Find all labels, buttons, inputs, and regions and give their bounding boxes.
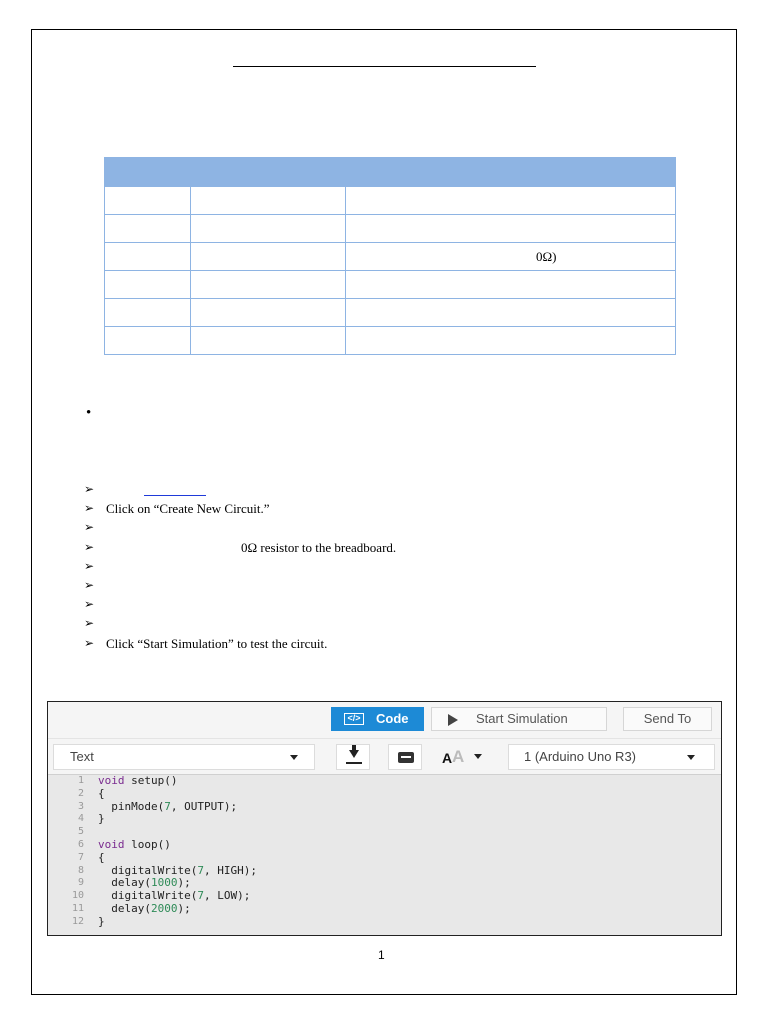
library-box-icon: [398, 752, 414, 763]
code-segment: , OUTPUT);: [170, 799, 238, 813]
list-item: [84, 557, 684, 576]
code-segment: }: [98, 914, 105, 928]
code-line: [48, 916, 721, 929]
line-number: 12: [71, 915, 84, 927]
code-lines: [48, 775, 721, 929]
table-cell: [105, 187, 191, 215]
code-segment: , HIGH);: [203, 863, 257, 877]
code-segment: {: [98, 850, 105, 864]
bullet-point: •: [86, 405, 92, 421]
code-segment: {: [98, 786, 105, 800]
table-cell: [346, 187, 676, 215]
table-header-cell: [346, 158, 676, 187]
code-text: [98, 916, 105, 929]
table-cell: [346, 327, 676, 355]
line-number: 1: [77, 775, 84, 786]
list-item: [84, 499, 684, 518]
line-number: 11: [71, 902, 84, 914]
table-row: [105, 327, 676, 355]
code-icon: </>: [344, 713, 364, 725]
code-keyword: void: [98, 837, 125, 851]
board-select[interactable]: [508, 744, 715, 770]
line-number: 9: [77, 877, 84, 889]
send-to-button[interactable]: Send To: [623, 707, 712, 731]
download-icon: [349, 750, 359, 758]
code-text: [98, 775, 177, 788]
code-segment: digitalWrite(: [98, 863, 198, 877]
chevron-down-icon: [290, 755, 298, 760]
start-simulation-button[interactable]: [431, 707, 607, 731]
table-header-cell: [105, 158, 191, 187]
table-cell: [191, 243, 346, 271]
table-cell: [346, 243, 676, 271]
table-header-row: [105, 158, 676, 187]
code-text: [98, 813, 105, 826]
mode-select-value: Text: [70, 749, 94, 764]
arrow-bullet-icon: ➢: [84, 558, 95, 573]
table-cell: [105, 215, 191, 243]
download-icon-base: [346, 762, 362, 764]
code-segment: pinMode(: [98, 799, 165, 813]
top-toolbar: [48, 702, 721, 738]
code-segment: digitalWrite(: [98, 889, 198, 903]
start-simulation-label: Start Simulation: [476, 711, 568, 726]
table-row: [105, 215, 676, 243]
code-number: 7: [164, 799, 171, 813]
board-select-value: 1 (Arduino Uno R3): [524, 749, 636, 764]
line-number: 4: [77, 813, 84, 825]
chevron-down-icon: [474, 754, 482, 759]
table-cell: [191, 327, 346, 355]
line-number: 5: [77, 826, 84, 838]
list-item: [84, 518, 684, 537]
mode-select[interactable]: [53, 744, 315, 770]
code-number: 7: [197, 863, 204, 877]
arrow-bullet-icon: ➢: [84, 520, 95, 535]
table-cell: [105, 299, 191, 327]
table-cell: [191, 271, 346, 299]
table-header-cell: [191, 158, 346, 187]
font-size-icon-large: A: [452, 747, 465, 766]
table-cell: [105, 271, 191, 299]
line-number: 3: [77, 800, 84, 812]
code-line: [48, 839, 721, 852]
chevron-down-icon: [687, 755, 695, 760]
library-button[interactable]: [388, 744, 422, 770]
line-number: 7: [77, 851, 84, 863]
arrow-bullet-icon: ➢: [84, 597, 95, 612]
cell-text: 0Ω): [536, 249, 557, 264]
code-text: [98, 801, 237, 814]
table-cell: [105, 243, 191, 271]
line-number: 6: [77, 838, 84, 850]
table-cell: [191, 187, 346, 215]
download-button[interactable]: [336, 744, 370, 770]
code-segment: loop(): [124, 837, 171, 851]
code-line: [48, 903, 721, 916]
table-cell: [105, 327, 191, 355]
list-item: [84, 576, 684, 595]
arrow-bullet-icon: ➢: [84, 577, 95, 592]
page-number: 1: [378, 948, 385, 962]
table-cell: [346, 215, 676, 243]
list-item: [84, 480, 684, 499]
code-button[interactable]: [331, 707, 424, 731]
step-text: Click “Start Simulation” to test the circuit.: [106, 635, 328, 651]
code-segment: , LOW);: [203, 889, 251, 903]
title-underline: [233, 66, 536, 67]
arrow-bullet-icon: ➢: [84, 482, 95, 496]
steps-list: [84, 480, 684, 653]
list-item: [84, 538, 684, 557]
play-icon: [448, 714, 458, 726]
table-row: [105, 299, 676, 327]
line-number: 10: [71, 890, 84, 902]
step-text: 0Ω resistor to the breadboard.: [241, 539, 397, 555]
table-cell: [191, 299, 346, 327]
step-text: Click on “Create New Circuit.”: [106, 501, 270, 517]
code-keyword: void: [98, 774, 125, 787]
code-segment: setup(): [124, 774, 178, 787]
font-size-icon: A: [442, 750, 453, 766]
code-number: 7: [197, 889, 204, 903]
table-row: [105, 271, 676, 299]
hyperlink[interactable]: [144, 495, 206, 496]
code-text: [98, 839, 171, 852]
components-table: [104, 157, 676, 355]
arrow-bullet-icon: ➢: [84, 501, 95, 516]
code-area[interactable]: [48, 774, 721, 936]
list-item: [84, 595, 684, 614]
code-line: [48, 813, 721, 826]
code-line: [48, 775, 721, 788]
code-number: 2000: [150, 901, 178, 915]
arrow-bullet-icon: ➢: [84, 539, 95, 554]
list-item: [84, 614, 684, 633]
code-segment: );: [177, 901, 191, 915]
tinkercad-code-editor-screenshot: [47, 701, 722, 936]
code-number: 1000: [150, 876, 178, 890]
table-cell: [191, 215, 346, 243]
code-line: [48, 801, 721, 814]
table-row: [105, 187, 676, 215]
line-number: 8: [77, 864, 84, 876]
code-segment: delay(: [98, 901, 151, 915]
arrow-bullet-icon: ➢: [84, 635, 95, 650]
arrow-bullet-icon: ➢: [84, 616, 95, 631]
list-item: [84, 634, 684, 653]
font-size-button[interactable]: [434, 744, 490, 770]
code-text: [98, 903, 191, 916]
code-segment: delay(: [98, 876, 151, 890]
editor-toolbar: [48, 738, 721, 775]
table-cell: [346, 299, 676, 327]
table-row: [105, 243, 676, 271]
table-cell: [346, 271, 676, 299]
line-number: 2: [77, 787, 84, 799]
code-segment: );: [177, 876, 191, 890]
code-segment: }: [98, 812, 105, 826]
code-button-label: Code: [376, 711, 409, 726]
